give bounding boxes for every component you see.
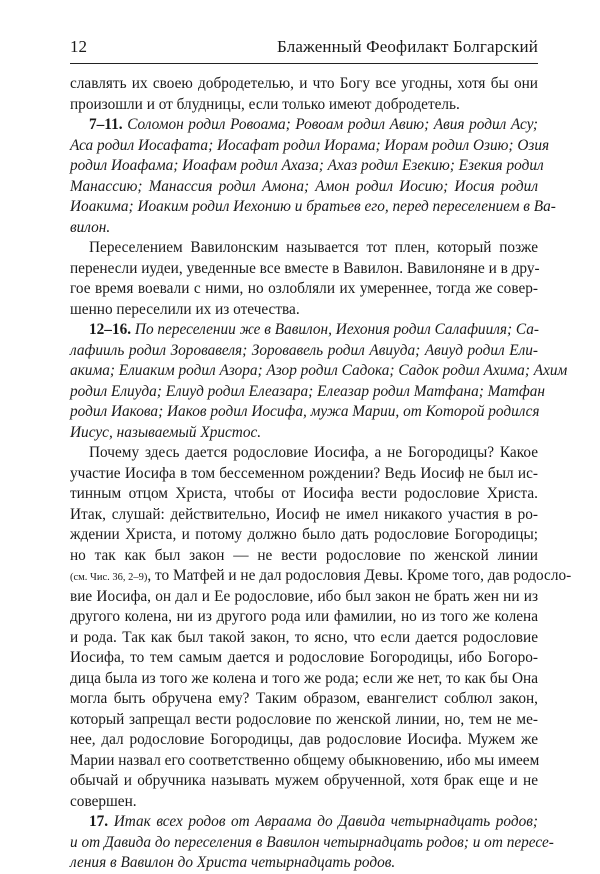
text-line: обычай и обручника называть мужем обрученной, хотя брак еще и не: [70, 772, 538, 789]
verse-line: Манассию; Манассия родил Амона; Амон родил Иосию; Иосия родил: [70, 177, 538, 195]
verse-line: Иоакима; Иоаким родил Иехонию и братьев его, перед переселением в Ва-: [70, 198, 556, 215]
text-line: вие Иосифа, он дал и Ее родословие, ибо был закон не брать жен ни из: [70, 587, 538, 605]
text-line: другого колена, ни из другого рода или фамилии, но из того же колена: [70, 608, 538, 625]
text-line: который запрещал вести родословие по женской линии, но, тем не ме-: [70, 710, 538, 728]
text-line: Итак, слушай: действительно, Иосиф не имел никакого участия в ро-: [70, 505, 538, 523]
text-line: но так как был закон — не вести родословие по женской линии: [70, 546, 538, 564]
text-line: гое время воевали с ними, но озлобляли их умереннее, тогда же совер-: [70, 280, 538, 297]
page-number: 12: [70, 37, 87, 56]
text-line: славлять их своею добродетелью, и что Богу все угодны, хотя бы они: [70, 75, 538, 92]
text-line: произошли и от блудницы, если только имеют добродетель.: [70, 95, 460, 113]
text-line: и рода. Так как был такой закон, то ясно, что если дается родословие: [70, 628, 538, 646]
verse-line: вилон.: [70, 218, 111, 236]
running-title: Блаженный Феофилакт Болгарский: [277, 37, 538, 56]
text-line: тинным отцом Христа, чтобы от Иосифа вести родословие Христа.: [70, 485, 538, 502]
text-line: ждении Христа, и потому должно было дать родословие Богородицы;: [70, 526, 538, 543]
verse-line: родил Иоафама; Иоафам родил Ахаза; Ахаз родил Езекию; Езекия родил: [70, 157, 544, 174]
text-line: шенно переселили их из отечества.: [70, 300, 300, 318]
verse-number: 7–11.: [89, 116, 123, 133]
verse-line: Иисус, называемый Христос.: [70, 423, 262, 441]
verse-number: 12–16.: [89, 321, 132, 338]
verse-line: родил Елиуда; Елиуд родил Елеазара; Елеазар родил Матфана; Матфан: [70, 382, 545, 400]
text-line: могла быть обручена ему? Таким образом, евангелист соблюл закон,: [70, 690, 538, 707]
header-rule: [70, 63, 538, 64]
verse-line: ления в Вавилон до Христа четырнадцать родов.: [70, 854, 396, 871]
verse-line: 12–16. По переселении же в Вавилон, Иехония родил Салафииля; Са-: [89, 321, 539, 338]
text-line: Переселением Вавилонским называется тот плен, который позже: [89, 239, 538, 256]
verse-line: акима; Елиаким родил Азора; Азор родил Садока; Садок родил Ахима; Ахим: [70, 362, 568, 379]
text-line: Почему здесь дается родословие Иосифа, а не Богородицы? Какое: [89, 444, 538, 461]
verse-line: Аса родил Иосафата; Иосафат родил Иорама; Иорам родил Озию; Озия: [70, 136, 550, 154]
scripture-reference: (см. Чис. 36, 2–9): [70, 572, 148, 583]
text-line: совершен.: [70, 792, 137, 810]
text-line: дица была из того же колена и того же рода; если же нет, то как бы Она: [70, 669, 538, 687]
text-line: перенесли иудеи, уведенные все вместе в Вавилон. Вавилоняне и в дру-: [70, 259, 540, 277]
verse-line: родил Иакова; Иаков родил Иосифа, мужа Марии, от Которой родился: [70, 403, 540, 420]
page-body: [70, 74, 572, 874]
text-line: Иосифа, то тем самым дается и родословие Богородицы, ибо Богоро-: [70, 649, 538, 666]
text-line: участие Иосифа в том бессеменном рождении? Ведь Иосиф не был ис-: [70, 464, 538, 482]
verse-number: 17.: [89, 813, 109, 830]
verse-line: лафииль родил Зоровавеля; Зоровавель родил Авиуда; Авиуд родил Ели-: [70, 341, 538, 359]
verse-line: 7–11. Соломон родил Ровоама; Ровоам родил Авию; Авия родил Асу;: [89, 116, 539, 133]
text-line: нее, дал родословие Богородицы, дав родословие Иосифа. Мужем же: [70, 731, 538, 748]
running-header: [70, 36, 538, 58]
text-line: Марии назвал его соответственно общему обыкновению, ибо мы имеем: [70, 751, 540, 769]
verse-line: 17. Итак всех родов от Авраама до Давида четырнадцать родов;: [89, 813, 538, 830]
text-line: (см. Чис. 36, 2–9), то Матфей и не дал родословия Девы. Кроме того, дав родосло-: [70, 567, 572, 584]
verse-line: и от Давида до переселения в Вавилон четырнадцать родов; и от пересе-: [70, 833, 554, 851]
